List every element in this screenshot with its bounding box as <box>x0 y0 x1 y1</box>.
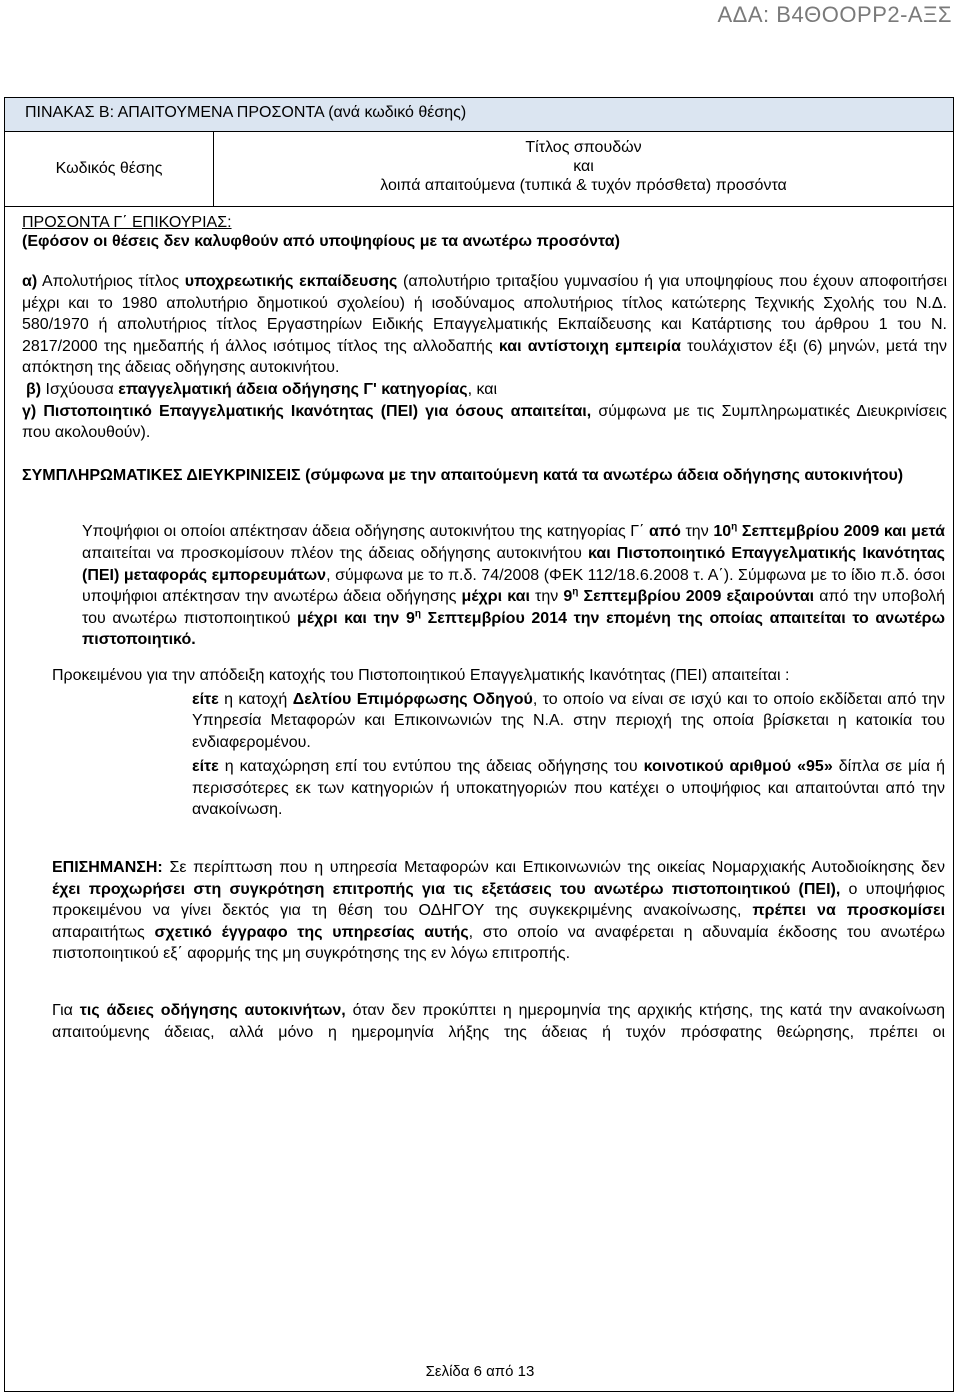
requirement-a-text3: τουλάχιστον έξι (6) μηνών, μετά την απόκτηση της άδειας οδήγησης αυτοκινήτου. <box>22 337 948 377</box>
p5-text1: Σε περίπτωση που η υπηρεσία Μεταφορών και Επικοινωνιών της οικείας Νομαρχιακής Αυτοδιοίκησης δεν <box>162 859 945 877</box>
p3-text1: η κατοχή <box>218 690 293 708</box>
p1-bold9: Σεπτεμβρίου 2014 την επομένη της οποίας απαιτείται το ανωτέρω πιστοποιητικό. <box>82 609 946 649</box>
requirement-a-label: α) <box>22 273 38 290</box>
p5-text4: , στο οποίο να αναφέρεται η αδυναμία έκδοσης του ανωτέρω πιστοποιητικού εξ΄ αφορμής της μη συγκρότησης της εν λόγω επιτροπής. <box>52 923 946 963</box>
requirement-b-text1: Ισχύουσα <box>41 380 119 398</box>
column-header-line2: και <box>573 158 594 175</box>
paragraph-proof-requirements: Προκειμένου για την απόδειξη κατοχής του Πιστοποιητικού Επαγγελματικής Ικανότητας (ΠΕΙ) απαιτείται : <box>52 666 790 684</box>
p1-bold5: μέχρι και <box>461 588 530 606</box>
requirements-table <box>4 97 954 1392</box>
requirement-a <box>22 271 947 379</box>
p1-bold3: Σεπτεμβρίου 2009 και μετά <box>737 523 946 541</box>
p1-text5: την <box>529 588 564 606</box>
p1-text1: Υποψήφιοι οι οποίοι απέκτησαν άδεια οδήγησης αυτοκινήτου της κατηγορίας Γ΄ <box>82 523 650 541</box>
p4-text2: δίπλα σε μία ή περισσότερες εκ των κατηγοριών ή υποκατηγοριών που κατέχει ο υποψήφιος και απαιτούνται από την ανακοίνωση. <box>192 758 946 819</box>
p1-bold6: 9 <box>563 588 573 606</box>
p1-text2: την <box>680 523 714 541</box>
section-heading: ΠΡΟΣΟΝΤΑ Γ΄ ΕΠΙΚΟΥΡΙΑΣ: <box>22 214 232 231</box>
p1-sup2: η <box>572 586 579 598</box>
requirement-a-text2: (απολυτήριο τριταξίου γυμνασίου ή για υποψηφίους που έχουν αποφοιτήσει μέχρι και το 1980 απολυτήριο δημοτικού σχολείου) ή ισοδύναμος απολυτήριος τίτλος κατώτερης Τεχνικής Σχολής του Ν.Δ. 580/1970 ή απολυτήριος τίτλος Εργαστηρίων Ειδικής Επαγγελματικής Εκπαίδευσης και Κατάρτισης του άρθρου 1 του Ν. 2817/2000 της ημεδαπής ή άλλος ισότιμος τίτλος της αλλοδαπής <box>22 273 948 355</box>
paragraph-notice <box>52 857 945 965</box>
column-header-title <box>214 132 954 207</box>
p5-bold3: πρέπει να προσκομίσει <box>752 902 946 920</box>
p1-bold7: Σεπτεμβρίου 2009 εξαιρούνται <box>578 588 815 606</box>
section-subheading: (Εφόσον οι θέσεις δεν καλυφθούν από υποψηφίους με τα ανωτέρω προσόντα) <box>22 233 620 250</box>
p3-text2: , το οποίο να είναι σε ισχύ και το οποίο εκδίδεται από την Υπηρεσία Μεταφορών και Επικοινωνιών της Ν.Α. στην περιοχή της οποία βρίσκεται η κατοικία του ενδιαφερομένου. <box>192 690 946 751</box>
p1-text3: απαιτείται να προσκομίσουν πλέον της άδειας οδήγησης αυτοκινήτου <box>82 544 588 562</box>
requirements-body <box>5 207 954 1392</box>
p5-text3: απαραιτήτως <box>52 923 155 941</box>
p6-bold1: τις άδειες οδήγησης αυτοκινήτων, <box>79 1002 346 1020</box>
paragraph-license-dates <box>52 1000 945 1043</box>
requirement-b-label: β) <box>26 380 42 398</box>
p6-text2: όταν δεν προκύπτει η ημερομηνία της αρχικής κτήσης, της κατά την ανακοίνωση απαιτούμενης άδειας, αλλά μόνο η ημερομηνία λήξης της άδειας ή τυχόν πρόσφατης θεώρησης, πρέπει οι <box>52 1002 946 1041</box>
column-header-line3: λοιπά απαιτούμενα (τυπικά & τυχόν πρόσθετα) προσόντα <box>380 177 787 194</box>
requirement-b <box>26 379 947 401</box>
p6-text1: Για <box>52 1002 80 1020</box>
p4-bold2: κοινοτικού αριθμού «95» <box>643 758 833 776</box>
p5-bold1: ΕΠΙΣΗΜΑΝΣΗ: <box>52 859 163 877</box>
requirement-b-text2: , και <box>467 380 498 398</box>
requirement-c-text1: σύμφωνα με τις Συμπληρωματικές Διευκρινίσεις που ακολουθούν). <box>22 402 947 442</box>
ada-identifier: ΑΔΑ: Β4ΘΟΟΡΡ2-ΑΞΣ <box>717 2 952 27</box>
p1-bold4: και Πιστοποιητικό Επαγγελματικής Ικανότητας (ΠΕΙ) μεταφοράς εμπορευμάτων <box>82 544 946 584</box>
requirement-a-bold1: υποχρεωτικής εκπαίδευσης <box>184 273 398 290</box>
p1-text4: , σύμφωνα με το π.δ. 74/2008 (ΦΕΚ 112/18.6.2008 τ. Α΄). Σύμφωνα με το ίδιο π.δ. όσοι υποψήφιοι απέκτησαν την ανωτέρω άδεια οδήγησης <box>82 566 946 606</box>
paragraph-option-code-95 <box>192 756 945 821</box>
p3-bold2: Δελτίου Επιμόρφωσης Οδηγού <box>292 690 533 708</box>
requirement-a-bold2: και αντίστοιχη εμπειρία <box>498 337 681 355</box>
supplementary-heading: ΣΥΜΠΛΗΡΩΜΑΤΙΚΕΣ ΔΙΕΥΚΡΙΝΙΣΕΙΣ (σύμφωνα με την απαιτούμενη κατά τα ανωτέρω άδεια οδήγησης αυτοκινήτου) <box>22 466 904 484</box>
page-number: Σελίδα 6 από 13 <box>425 1363 535 1380</box>
p1-bold8: μέχρι και την 9 <box>296 609 415 627</box>
p5-text2: ο υποψήφιος προκειμένου να γίνει δεκτός για τη θέση του ΟΔΗΓΟΥ της συγκεκριμένης ανακοίνωσης, <box>52 880 945 920</box>
table-title: ΠΙΝΑΚΑΣ Β: ΑΠΑΙΤΟΥΜΕΝΑ ΠΡΟΣΟΝΤΑ (ανά κωδικό θέσης) <box>5 98 954 132</box>
p1-bold2: 10 <box>713 523 732 541</box>
p1-sup3: η <box>414 608 421 620</box>
p1-bold1: από <box>649 523 681 541</box>
paragraph-certificate-rules <box>82 521 945 651</box>
requirement-c <box>22 401 947 444</box>
p4-bold1: είτε <box>192 758 219 776</box>
requirement-c-label: γ) Πιστοποιητικό Επαγγελματικής Ικανότητας (ΠΕΙ) για όσους απαιτείται, <box>22 402 592 420</box>
p1-sup1: η <box>731 522 738 534</box>
column-header-line1: Τίτλος σπουδών <box>525 139 642 156</box>
column-header-code: Κωδικός θέσης <box>5 132 214 207</box>
p5-bold2: έχει προχωρήσει στη συγκρότηση επιτροπής για τις εξετάσεις του ανωτέρω πιστοποιητικού (ΠΕΙ), <box>52 880 841 898</box>
p3-bold1: είτε <box>192 690 219 708</box>
p4-text1: η καταχώρηση επί του εντύπου της άδειας οδήγησης του <box>218 758 644 776</box>
paragraph-option-delti <box>192 689 945 754</box>
p1-text6: από την υποβολή του ανωτέρω πιστοποιητικού <box>82 588 946 627</box>
requirement-b-bold1: επαγγελματική άδεια οδήγησης Γ' κατηγορίας <box>118 380 468 398</box>
requirement-a-text1: Απολυτήριος τίτλος <box>37 273 185 290</box>
p5-bold4: σχετικό έγγραφο της υπηρεσίας αυτής <box>154 923 469 941</box>
